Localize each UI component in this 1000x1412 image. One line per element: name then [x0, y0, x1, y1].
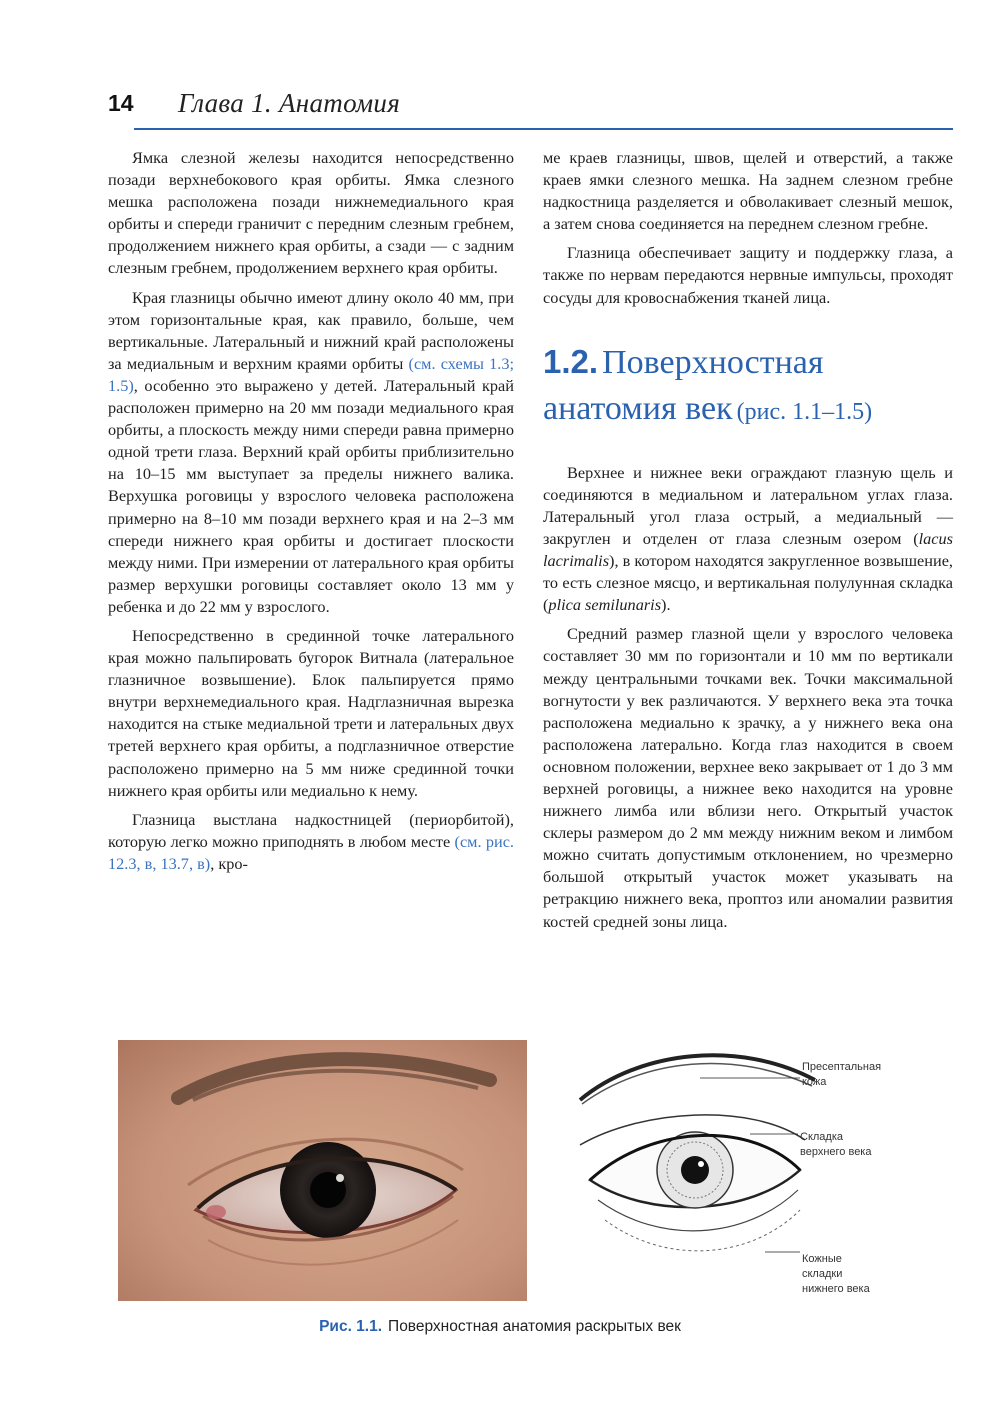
text-run: Края глазницы обычно имеют длину около 40 мм, при этом горизонтальные края, как правило, больше, чем вертикальные. Латеральный и нижний край расположены за медиальным и верхним краями орбиты: [108, 287, 514, 373]
paragraph: ме краев глазницы, швов, щелей и отверстий, а также краев ямки слезного мешка. На заднем слезном гребне надкостница разделяется и обволакивает слезный мешок, а затем снова соединяется на переднем слезном гребне.: [543, 148, 953, 234]
section-figure-ref: (рис. 1.1–1.5): [736, 398, 873, 425]
text-run: , кро-: [210, 853, 248, 873]
text-run: Глазница выстлана надкостницей (периорбитой), которую легко можно приподнять в любом месте: [108, 809, 514, 851]
paragraph: Глазница обеспечивает защиту и поддержку глаза, а также по нервам передаются нервные импульсы, проходят сосуды для кровоснабжения тканей лица.: [543, 243, 953, 307]
paragraph: [543, 462, 953, 617]
latin-term: plica semilunaris: [548, 595, 662, 615]
label-skin-line3: нижнего века: [802, 1283, 870, 1295]
right-column: [543, 147, 953, 933]
page-header: [108, 88, 953, 128]
figure-caption-text: Поверхностная анатомия раскрытых век: [388, 1318, 681, 1335]
text-run: , особенно это выражено у детей. Латеральный край расположен примерно на 20 мм позади медиального края орбиты, а плоскость между ними спереди равна примерно одной трети глаза. Верхний край орбиты приблизительно на 10–15 мм выступает за пределы нижнего валика. Верхушка роговицы у взрослого человека расположена примерно на 8–10 мм позади верхнего края и на 2–3 мм спереди нижнего края орбиты и достигает плоскости между ними. При измерении от латерального края орбиты размер верхушки роговицы составляет около 13 мм у ребенка и до 22 мм у взрослого.: [108, 375, 514, 616]
paragraph: Ямка слезной железы находится непосредственно позади верхнебокового края орбиты. Ямка слезного мешка расположена позади нижнемедиального края орбиты и спереди граничит с передним слезным гребнем, продолжением нижнего края орбиты, а сзади — с задним слезным гребнем, продолжением верхнего края орбиты.: [108, 148, 514, 278]
text-run: ).: [661, 595, 671, 615]
label-skin-line1: Кожные: [802, 1253, 842, 1265]
page-number: 14: [108, 90, 134, 116]
section-title-line1: Поверхностная: [602, 343, 824, 381]
text-run: Верхнее и нижнее веки ограждают глазную щель и соединяются в медиальном и латеральном углах глаза. Латеральный угол глаза острый, а медиальный — закруглен и отделен от глаза слезным озером (: [543, 462, 953, 548]
label-fold-line2: верхнего века: [800, 1146, 872, 1158]
text-run: ), в котором находятся закругленное возвышение, то есть слезное мясцо, и вертикальная полулунная складка (: [543, 551, 953, 615]
paragraph: Непосредственно в срединной точке латерального края можно пальпировать бугорок Витнала (латеральное глазничное возвышение). Блок пальпируется прямо внутри верхнемедиального края. Надглазничная вырезка находится на стыке медиальной трети и латеральных двух третей верхнего края орбиты, а подглазничное отверстие расположено примерно на 5 мм ниже срединной точки нижнего края орбиты или медиально к нему.: [108, 625, 514, 800]
label-preseptal-line1: Пресептальная: [802, 1061, 882, 1073]
cross-reference-link[interactable]: (см. схемы 1.3; 1.5): [108, 353, 514, 395]
eyelid-diagram: [560, 1040, 910, 1300]
label-skin-line2: складки: [802, 1268, 843, 1280]
label-preseptal-line2: кожа: [802, 1076, 827, 1088]
header-rule: [134, 128, 953, 130]
paragraph: [108, 809, 514, 875]
section-heading: [543, 341, 953, 434]
figure-label: Рис. 1.1.: [319, 1318, 383, 1335]
paragraph: [108, 287, 514, 618]
label-fold-line1: Складка: [800, 1131, 844, 1143]
left-column: [108, 147, 514, 875]
section-title-line2: анатомия век: [543, 389, 733, 427]
chapter-title: Глава 1. Анатомия: [178, 88, 401, 118]
eye-photo: [118, 1040, 527, 1301]
cross-reference-link[interactable]: (см. рис. 12.3, в, 13.7, в): [108, 831, 514, 873]
figure-caption: [0, 1318, 1000, 1336]
latin-term: lacus lacrimalis: [543, 528, 953, 571]
paragraph: Средний размер глазной щели у взрослого человека составляет 30 мм по горизонтали и 10 мм по вертикали между центральными точками век. Точки максимальной вогнутости у век различаются. У верхнего века эта точка расположена медиально к зрачку, а у нижнего века она расположена латерально. Когда глаз находится в своем основном положении, верхнее веко закрывает от 1 до 3 мм верхней роговицы, а нижнее веко находится на уровне нижнего лимба или вблизи него. Открытый участок склеры размером до 2 мм между нижним веком и лимбом можно считать допустимым отклонением, но чрезмерно большой открытый участок может указывать на ретракцию нижнего века, проптоз или аномалии развития костей средней зоны лица.: [543, 624, 953, 931]
section-number: 1.2.: [543, 342, 599, 380]
